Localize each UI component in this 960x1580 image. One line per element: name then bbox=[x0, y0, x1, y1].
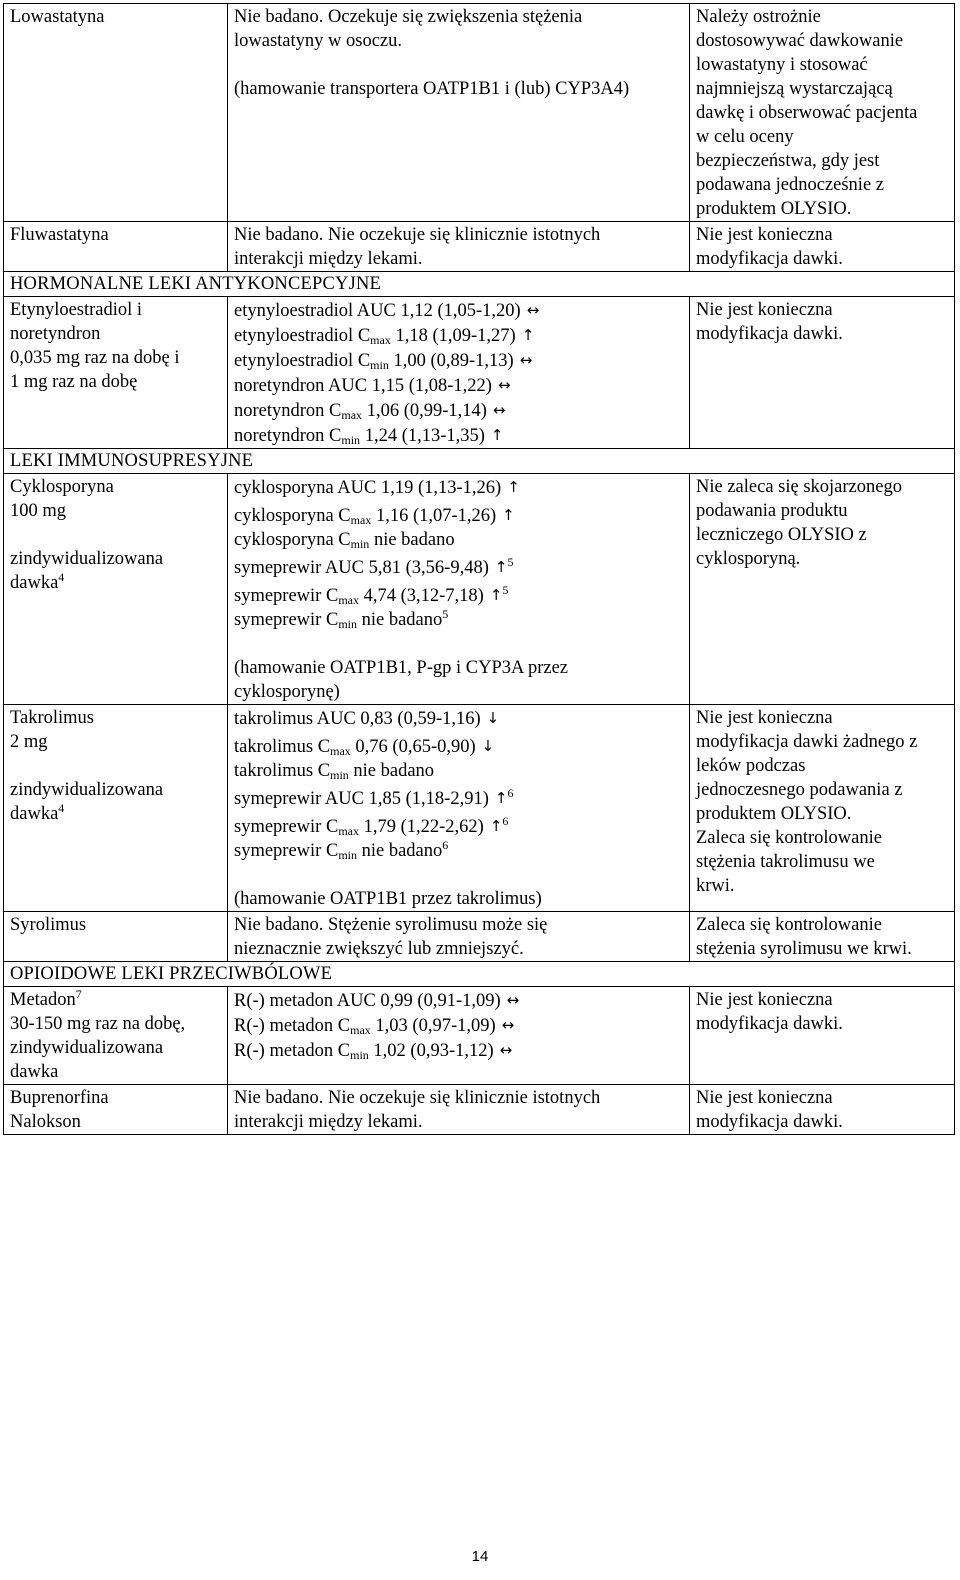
drug-cell bbox=[4, 474, 228, 705]
effect-line: Nie badano. Nie oczekuje się klinicznie istotnych bbox=[234, 225, 601, 245]
table-row bbox=[4, 4, 955, 222]
effect-cell bbox=[228, 222, 690, 272]
pk-line: symeprewir $C_{max}$ 4,74 (3,12-7,18) ↑$^5$ bbox=[234, 583, 509, 607]
effect-cell bbox=[228, 4, 690, 222]
recommendation-cell bbox=[690, 222, 955, 272]
rec-line: leków podczas bbox=[696, 756, 806, 776]
section-row bbox=[4, 449, 955, 474]
rec-line: Nie jest konieczna bbox=[696, 300, 833, 320]
rec-line: modyfikacja dawki. bbox=[696, 249, 843, 269]
dose-line: zindywidualizowana bbox=[10, 549, 164, 569]
drug-name: Syrolimus bbox=[10, 915, 87, 935]
section-row bbox=[4, 272, 955, 297]
section-heading: HORMONALNE LEKI ANTYKONCEPCYJNE bbox=[4, 272, 955, 297]
rec-line: leczniczego OLYSIO z bbox=[696, 525, 867, 545]
rec-line: Nie jest konieczna bbox=[696, 990, 833, 1010]
table-row bbox=[4, 987, 955, 1085]
drug-line: Cyklosporyna bbox=[10, 477, 114, 497]
mechanism-line: (hamowanie transportera OATP1B1 i (lub) CYP3A4) bbox=[234, 79, 630, 99]
rec-line: bezpieczeństwa, gdy jest bbox=[696, 151, 880, 171]
rec-line: Nie jest konieczna bbox=[696, 1088, 833, 1108]
rec-line: Zaleca się kontrolowanie bbox=[696, 915, 882, 935]
drug-line: Etynyloestradiol i bbox=[10, 300, 143, 320]
rec-line: Nie zaleca się skojarzonego bbox=[696, 477, 902, 497]
effect-line: Nie badano. Nie oczekuje się klinicznie istotnych bbox=[234, 1088, 601, 1108]
table-row bbox=[4, 297, 955, 449]
drug-line: noretyndron bbox=[10, 324, 101, 344]
drug-line: Takrolimus bbox=[10, 708, 94, 728]
effect-cell bbox=[228, 1085, 690, 1135]
rec-line: podawania produktu bbox=[696, 501, 848, 521]
effect-cell bbox=[228, 297, 690, 449]
effect-line: lowastatyny w osoczu. bbox=[234, 31, 403, 51]
recommendation-cell bbox=[690, 705, 955, 912]
pk-line: noretyndron $C_{max}$ 1,06 (0,99-1,14) ↔ bbox=[234, 398, 683, 423]
rec-line: modyfikacja dawki żadnego z bbox=[696, 732, 918, 752]
arrow-icon: ↓ bbox=[486, 709, 500, 727]
effect-line: interakcji między lekami. bbox=[234, 249, 423, 269]
pk-line: noretyndron $C_{min}$ 1,24 (1,13-1,35) ↑ bbox=[234, 423, 683, 448]
pk-line: R(-) metadon $C_{max}$ 1,03 (0,97-1,09) ↔ bbox=[234, 1013, 683, 1038]
drug-cell bbox=[4, 987, 228, 1085]
rec-line: najmniejszą wystarczającą bbox=[696, 79, 893, 99]
pk-line: cyklosporyna AUC 1,19 (1,13-1,26) ↑ bbox=[234, 475, 683, 500]
pk-line: takrolimus $C_{max}$ 0,76 (0,65-0,90) ↓ bbox=[234, 734, 683, 759]
drug-cell bbox=[4, 222, 228, 272]
effect-line: interakcji między lekami. bbox=[234, 1112, 423, 1132]
pk-line: symeprewir $C_{max}$ 1,79 (1,22-2,62) ↑$^6$ bbox=[234, 814, 509, 838]
dose-line: dawka$^4$ bbox=[10, 801, 65, 824]
pk-line: R(-) metadon AUC 0,99 (0,91-1,09) ↔ bbox=[234, 988, 683, 1013]
effect-cell bbox=[228, 705, 690, 912]
drug-line: 0,035 mg raz na dobę i bbox=[10, 348, 180, 368]
pk-line: symeprewir $C_{min}$ nie badano$^5$ bbox=[234, 607, 449, 631]
effect-cell bbox=[228, 912, 690, 962]
arrow-icon: ↑ bbox=[489, 817, 503, 835]
effect-line: Nie badano. Oczekuje się zwiększenia stężenia bbox=[234, 7, 583, 27]
rec-line: dawkę i obserwować pacjenta bbox=[696, 103, 918, 123]
rec-line: w celu oceny bbox=[696, 127, 794, 147]
arrow-icon: ↔ bbox=[497, 376, 511, 394]
rec-line: lowastatyny i stosować bbox=[696, 55, 868, 75]
mechanism-line: (hamowanie OATP1B1 przez takrolimus) bbox=[234, 889, 542, 909]
arrow-icon: ↔ bbox=[526, 301, 540, 319]
rec-line: Zaleca się kontrolowanie bbox=[696, 828, 882, 848]
mechanism-line: (hamowanie OATP1B1, P-gp i CYP3A przez bbox=[234, 658, 568, 678]
drug-line: 1 mg raz na dobę bbox=[10, 372, 138, 392]
pk-line: R(-) metadon $C_{min}$ 1,02 (0,93-1,12) ↔ bbox=[234, 1038, 683, 1063]
rec-line: modyfikacja dawki. bbox=[696, 1112, 843, 1132]
arrow-icon: ↑ bbox=[489, 586, 503, 604]
dose-line: zindywidualizowana bbox=[10, 780, 164, 800]
page-number: 14 bbox=[471, 1548, 489, 1565]
drug-cell bbox=[4, 912, 228, 962]
rec-line: krwi. bbox=[696, 876, 735, 896]
drug-cell bbox=[4, 1085, 228, 1135]
recommendation-cell bbox=[690, 987, 955, 1085]
table-row bbox=[4, 222, 955, 272]
pk-line: cyklosporyna $C_{min}$ nie badano bbox=[234, 530, 455, 551]
rec-line: jednoczesnego podawania z bbox=[696, 780, 903, 800]
drug-name: Lowastatyna bbox=[10, 7, 105, 27]
arrow-icon: ↑ bbox=[494, 789, 508, 807]
table-row bbox=[4, 912, 955, 962]
rec-line: Nie jest konieczna bbox=[696, 708, 833, 728]
pk-line: symeprewir AUC 5,81 (3,56-9,48) ↑$^5$ bbox=[234, 555, 514, 578]
rec-line: produktem OLYSIO. bbox=[696, 199, 852, 219]
effect-cell bbox=[228, 474, 690, 705]
section-row bbox=[4, 962, 955, 987]
drug-line: 30-150 mg raz na dobę, bbox=[10, 1014, 186, 1034]
arrow-icon: ↑ bbox=[502, 506, 515, 524]
drug-line: dawka bbox=[10, 1062, 59, 1082]
drug-line: zindywidualizowana bbox=[10, 1038, 164, 1058]
rec-line: modyfikacja dawki. bbox=[696, 324, 843, 344]
arrow-icon: ↑ bbox=[521, 326, 535, 344]
pk-line: etynyloestradiol $C_{min}$ 1,00 (0,89-1,13) ↔ bbox=[234, 348, 683, 373]
arrow-icon: ↓ bbox=[481, 737, 495, 755]
pk-line: noretyndron AUC 1,15 (1,08-1,22) ↔ bbox=[234, 373, 683, 398]
dose-line: dawka$^4$ bbox=[10, 570, 65, 593]
pk-line: etynyloestradiol $C_{max}$ 1,18 (1,09-1,27) ↑ bbox=[234, 323, 683, 348]
drug-name: Fluwastatyna bbox=[10, 225, 109, 245]
table-row bbox=[4, 1085, 955, 1135]
rec-line: produktem OLYSIO. bbox=[696, 804, 852, 824]
arrow-icon: ↑ bbox=[494, 558, 508, 576]
table-row bbox=[4, 705, 955, 912]
mechanism-line: cyklosporynę) bbox=[234, 682, 340, 702]
drug-line: 2 mg bbox=[10, 732, 48, 752]
arrow-icon: ↔ bbox=[506, 991, 520, 1009]
rec-line: podawana jednocześnie z bbox=[696, 175, 884, 195]
arrow-icon: ↑ bbox=[507, 478, 520, 496]
recommendation-cell bbox=[690, 297, 955, 449]
rec-line: dostosowywać dawkowanie bbox=[696, 31, 904, 51]
effect-line: Nie badano. Stężenie syrolimusu może się bbox=[234, 915, 548, 935]
drug-cell bbox=[4, 705, 228, 912]
pk-line: symeprewir $C_{min}$ nie badano$^6$ bbox=[234, 838, 449, 862]
pk-line: etynyloestradiol AUC 1,12 (1,05-1,20) ↔ bbox=[234, 298, 683, 323]
rec-line: Nie jest konieczna bbox=[696, 225, 833, 245]
arrow-icon: ↔ bbox=[519, 351, 533, 369]
section-heading: OPIOIDOWE LEKI PRZECIWBÓLOWE bbox=[4, 962, 955, 987]
rec-line: cyklosporyną. bbox=[696, 549, 801, 569]
table-row bbox=[4, 474, 955, 705]
pk-line: takrolimus AUC 0,83 (0,59-1,16) ↓ bbox=[234, 706, 683, 731]
recommendation-cell bbox=[690, 912, 955, 962]
pk-line: cyklosporyna $C_{max}$ 1,16 (1,07-1,26) ↑ bbox=[234, 503, 683, 528]
drug-cell bbox=[4, 4, 228, 222]
effect-cell bbox=[228, 987, 690, 1085]
drug-line: Metadon$^7$ bbox=[10, 987, 82, 1010]
recommendation-cell bbox=[690, 1085, 955, 1135]
arrow-icon: ↔ bbox=[492, 401, 506, 419]
drug-cell bbox=[4, 297, 228, 449]
rec-line: stężenia takrolimusu we bbox=[696, 852, 875, 872]
rec-line: Należy ostrożnie bbox=[696, 7, 821, 27]
section-heading: LEKI IMMUNOSUPRESYJNE bbox=[4, 449, 955, 474]
drug-line: Buprenorfina bbox=[10, 1088, 109, 1108]
pk-line: symeprewir AUC 1,85 (1,18-2,91) ↑$^6$ bbox=[234, 786, 514, 809]
arrow-icon: ↔ bbox=[501, 1016, 515, 1034]
arrow-icon: ↑ bbox=[490, 426, 504, 444]
recommendation-cell bbox=[690, 4, 955, 222]
drug-line: Nalokson bbox=[10, 1112, 81, 1132]
interaction-table bbox=[3, 3, 955, 1135]
rec-line: modyfikacja dawki. bbox=[696, 1014, 843, 1034]
effect-line: nieznacznie zwiększyć lub zmniejszyć. bbox=[234, 939, 524, 959]
rec-line: stężenia syrolimusu we krwi. bbox=[696, 939, 912, 959]
arrow-icon: ↔ bbox=[499, 1041, 513, 1059]
recommendation-cell bbox=[690, 474, 955, 705]
pk-line: takrolimus $C_{min}$ nie badano bbox=[234, 761, 435, 782]
drug-line: 100 mg bbox=[10, 501, 67, 521]
